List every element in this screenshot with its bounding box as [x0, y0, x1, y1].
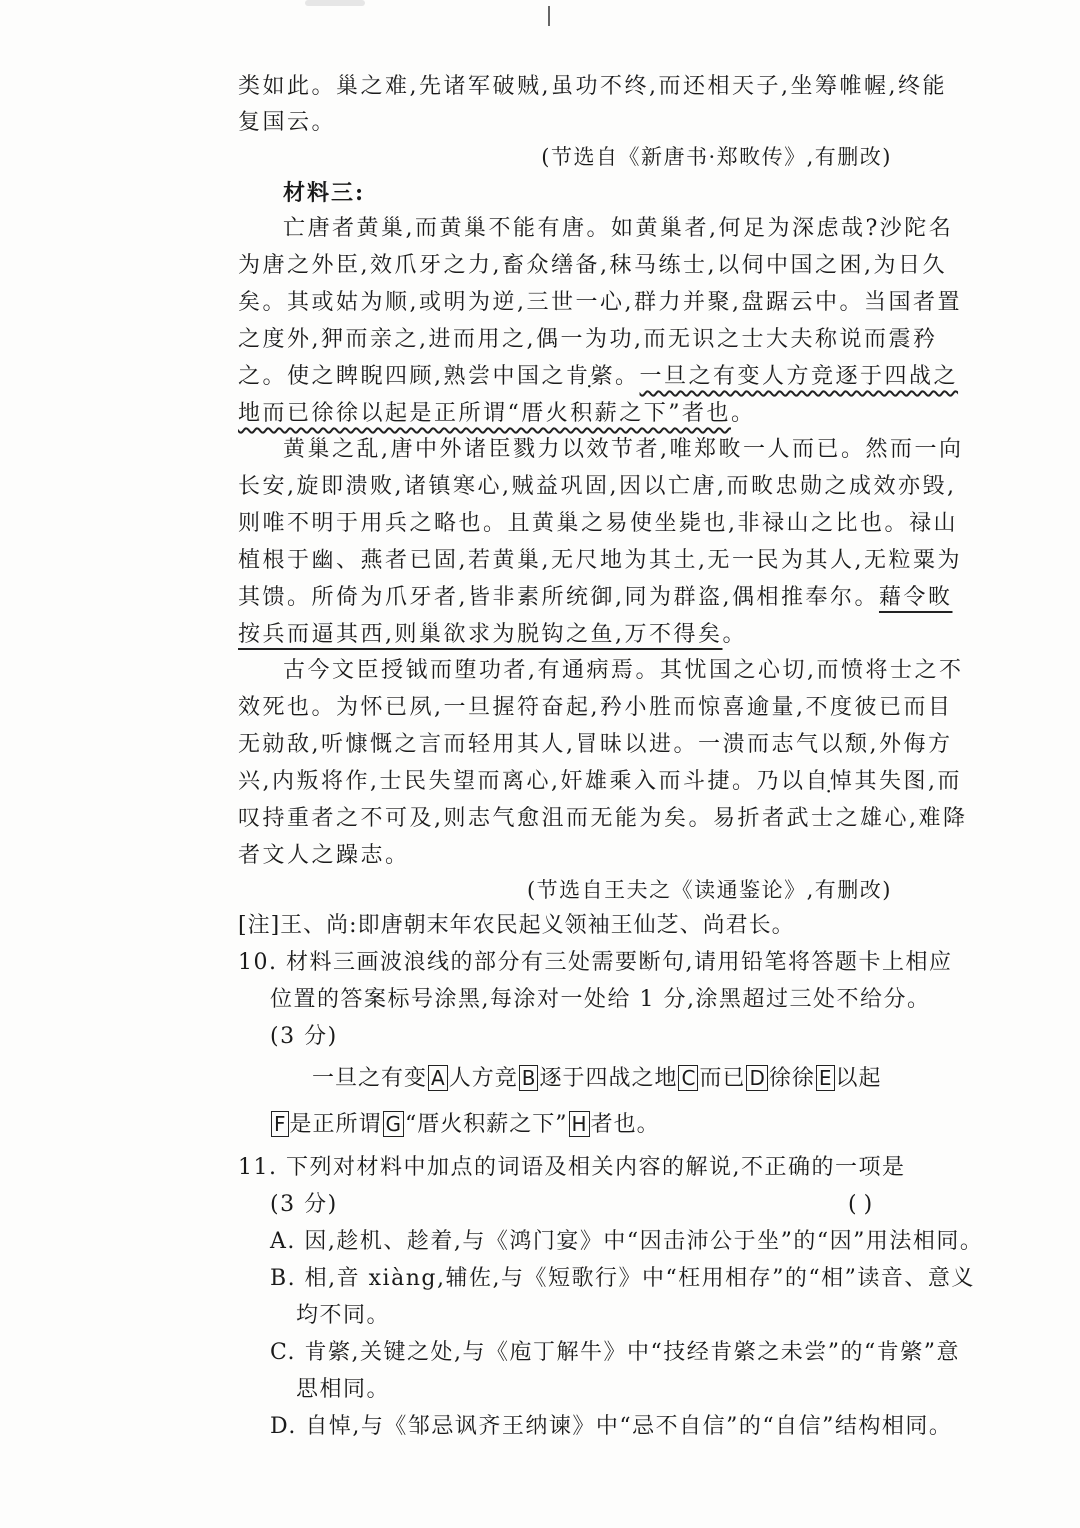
dotted-term: 自悼: [805, 769, 855, 794]
text-line: 叹持重者之不可及,则志气愈沮而无能为矣。易折者武士之雄心,难降: [238, 806, 968, 831]
answer-parenthesis[interactable]: ( ): [848, 1192, 873, 1217]
question-10-segment-row-1: [312, 1062, 882, 1096]
text-span: 人方竞: [448, 1066, 518, 1091]
answer-box-g[interactable]: G: [383, 1111, 405, 1137]
question-10-segment-row-2: [270, 1108, 660, 1142]
text-line: 者文人之躁志。: [238, 843, 410, 868]
text-span: 其失图,而: [854, 769, 962, 794]
option-c-continued: 思相同。: [296, 1377, 391, 1402]
wavy-underlined-text: 一旦之有变人方竞逐于四战之: [639, 364, 959, 389]
scan-smudge: [305, 0, 365, 6]
text-line: 亡唐者黄巢,而黄巢不能有唐。如黄巢者,何足为深虑哉?沙陀名: [283, 216, 954, 241]
text-line: [238, 618, 747, 652]
option-d: D. 自悼,与《邹忌讽齐王纳谏》中“忌不自信”的“自信”结构相同。: [270, 1414, 953, 1439]
text-span: 逐于四战之地: [539, 1066, 678, 1091]
text-line: 复国云。: [238, 110, 337, 135]
text-line: 古今文臣授钺而堕功者,有通病焉。其忧国之心切,而愤将士之不: [283, 658, 964, 683]
text-span: 兴,内叛将作,士民失望而离心,奸雄乘入而斗捷。乃以: [238, 769, 806, 794]
answer-box-f[interactable]: F: [271, 1111, 289, 1137]
answer-box-e[interactable]: E: [816, 1065, 835, 1091]
text-line: [238, 360, 958, 394]
text-span: 其馈。所倚为爪牙者,皆非素所统御,同为群盗,偶相推奉尔。: [238, 585, 879, 610]
text-line: 则唯不明于用兵之略也。且黄巢之易使坐毙也,非禄山之比也。禄山: [238, 511, 958, 536]
scan-mark: [548, 6, 550, 26]
source-citation: (节选自王夫之《读通鉴论》,有删改): [526, 878, 892, 902]
question-10-stem: 10. 材料三画波浪线的部分有三处需要断句,请用铅笔将答题卡上相应: [238, 950, 953, 975]
underlined-text: 按兵而逼其西,则巢欲求为脱钩之鱼,万不得矣: [238, 622, 723, 647]
text-span: 。: [731, 401, 756, 426]
text-line: 植根于幽、燕者已固,若黄巢,无尺地为其土,无一民为其人,无粒粟为: [238, 548, 962, 573]
option-c: C. 肯綮,关键之处,与《庖丁解牛》中“技经肯綮之未尝”的“肯綮”意: [270, 1340, 961, 1365]
answer-box-h[interactable]: H: [569, 1111, 590, 1137]
question-11-stem: 11. 下列对材料中加点的词语及相关内容的解说,不正确的一项是: [238, 1155, 906, 1180]
text-span: 之。使之睥睨四顾,熟尝中国之: [238, 364, 566, 389]
text-line: 黄巢之乱,唐中外诸臣戮力以效节者,唯郑畋一人而已。然而一向: [283, 437, 964, 462]
question-10-score: (3 分): [270, 1024, 338, 1049]
text-span: 。: [615, 364, 640, 389]
text-line: 矣。其或姑为顺,或明为逆,三世一心,群力并聚,盘踞云中。当国者置: [238, 290, 962, 315]
text-span: 者也。: [590, 1112, 660, 1137]
option-a: A. 因,趁机、趁着,与《鸿门宴》中“因击沛公于坐”的“因”用法相同。: [270, 1229, 984, 1254]
text-line: 效死也。为怀已夙,一旦握符奋起,矜小胜而惊喜逾量,不度彼已而目: [238, 695, 953, 720]
text-line: 为唐之外臣,效爪牙之力,畜众缮备,秣马练士,以伺中国之困,为日久: [238, 253, 947, 278]
answer-box-b[interactable]: B: [519, 1065, 539, 1091]
annotation-note: [注]王、尚:即唐朝末年农民起义领袖王仙芝、尚君长。: [238, 913, 795, 938]
material-heading: 材料三:: [283, 180, 366, 206]
underlined-text: 藉令畋: [878, 585, 953, 610]
text-span: 是正所谓: [289, 1112, 382, 1137]
text-line: 无勍敌,听慷慨之言而轻用其人,冒昧以进。一溃而志气以颓,外侮方: [238, 732, 953, 757]
text-span: 。: [722, 622, 748, 647]
text-line: 长安,旋即溃败,诸镇寒心,贼益巩固,因以亡唐,而畋忠勋之成效亦毁,: [238, 474, 957, 499]
question-11-score: (3 分): [270, 1192, 338, 1217]
text-span: “厝火积薪之下”: [405, 1112, 568, 1137]
answer-box-c[interactable]: C: [678, 1065, 698, 1091]
text-span: 徐徐: [768, 1066, 815, 1091]
text-line: [238, 765, 962, 799]
text-span: 而已: [699, 1066, 746, 1091]
text-line: [238, 397, 756, 431]
answer-box-d[interactable]: D: [746, 1065, 767, 1091]
text-span: 一旦之有变: [312, 1066, 428, 1091]
question-10-stem: 位置的答案标号涂黑,每涂对一处给 1 分,涂黑超过三处不给分。: [270, 987, 931, 1012]
text-line: [238, 581, 953, 615]
dotted-term: 肯綮: [566, 364, 616, 389]
text-span: 以起: [835, 1066, 882, 1091]
text-line: 之度外,狎而亲之,进而用之,偶一为功,而无识之士大夫称说而震矜: [238, 327, 938, 352]
wavy-underlined-text: 地而已徐徐以起是正所谓“厝火积薪之下”者也: [238, 401, 731, 426]
text-line: 类如此。巢之难,先诸军破贼,虽功不终,而还相天子,坐筹帷幄,终能: [238, 74, 947, 99]
option-b: B. 相,音 xiàng,辅佐,与《短歌行》中“枉用相存”的“相”读音、意义: [270, 1266, 975, 1291]
source-citation: (节选自《新唐书·郑畋传》,有删改): [541, 145, 892, 169]
option-b-continued: 均不同。: [296, 1303, 391, 1328]
answer-box-a[interactable]: A: [428, 1065, 448, 1091]
